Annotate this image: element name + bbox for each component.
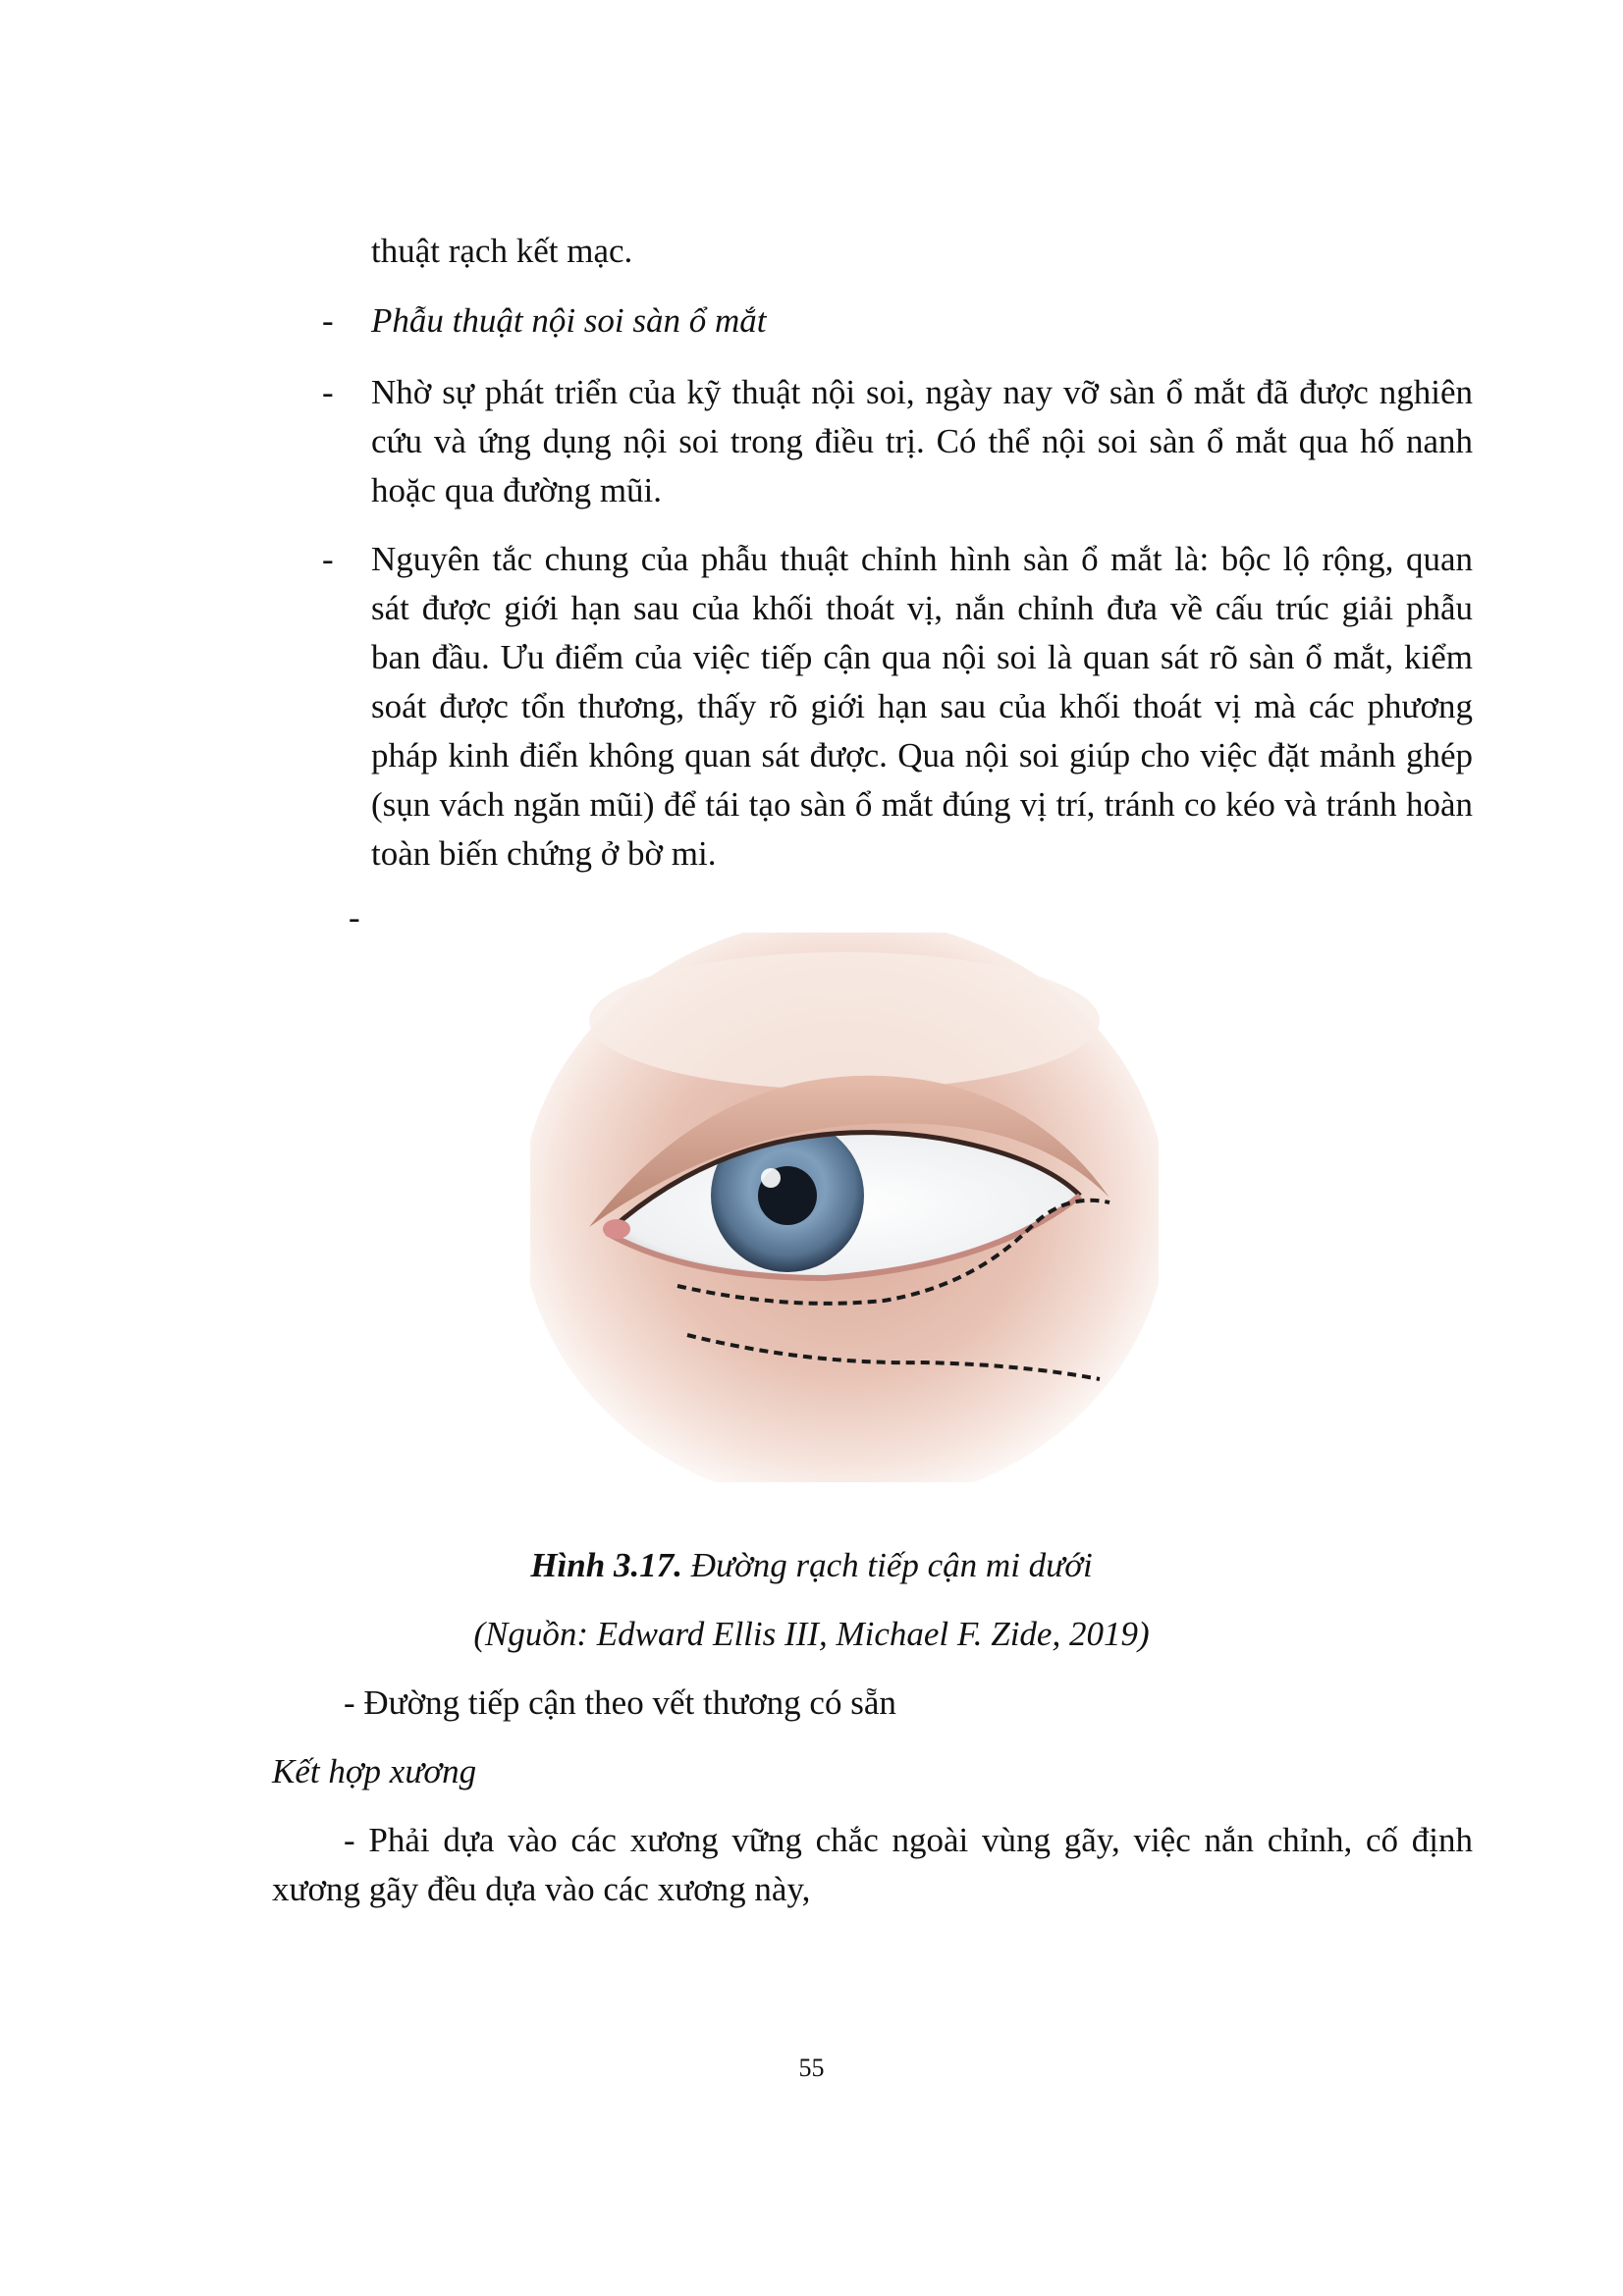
page-number: 55 — [798, 2054, 825, 2082]
paragraph-line: sát được giới hạn sau của khối thoát vị, nắn chỉnh đưa về cấu trúc giải phẫu — [371, 589, 1473, 627]
figure-caption-text: Đường rạch tiếp cận mi dưới — [681, 1546, 1093, 1584]
figure-source: (Nguồn: Edward Ellis III, Michael F. Zide, 2019) — [473, 1615, 1150, 1653]
paragraph-line: toàn biến chứng ở bờ mi. — [371, 834, 717, 873]
bullet-dash: - — [322, 373, 334, 411]
paragraph-line: ban đầu. Ưu điểm của việc tiếp cận qua nội soi là quan sát rõ sàn ổ mắt, kiểm — [371, 638, 1473, 676]
section-heading: Kết hợp xương — [272, 1752, 477, 1790]
paragraph-line: cứu và ứng dụng nội soi trong điều trị. Có thể nội soi sàn ổ mắt qua hố nanh — [371, 422, 1473, 460]
eye-illustration — [530, 933, 1159, 1482]
paragraph-line: Nhờ sự phát triển của kỹ thuật nội soi, ngày nay vỡ sàn ổ mắt đã được nghiên — [371, 373, 1473, 411]
bullet-dash: - — [322, 301, 334, 340]
figure-caption — [0, 1541, 1623, 1590]
paragraph-line: Nguyên tắc chung của phẫu thuật chỉnh hình sàn ổ mắt là: bộc lộ rộng, quan — [371, 540, 1473, 578]
paragraph-line: (sụn vách ngăn mũi) để tái tạo sàn ổ mắt đúng vị trí, tránh co kéo và tránh hoàn — [371, 785, 1473, 824]
subsection-title: Phẫu thuật nội soi sàn ổ mắt — [371, 301, 767, 340]
paragraph-line: xương gãy đều dựa vào các xương này, — [272, 1870, 811, 1908]
paragraph-line: - Đường tiếp cận theo vết thương có sẵn — [344, 1683, 896, 1722]
eye-illustration-icon — [530, 933, 1159, 1482]
paragraph-line: thuật rạch kết mạc. — [371, 232, 633, 270]
figure-label: Hình 3.17. — [530, 1546, 682, 1584]
paragraph-line: pháp kinh điển không quan sát được. Qua nội soi giúp cho việc đặt mảnh ghép — [371, 736, 1473, 774]
bullet-dash: - — [322, 540, 334, 578]
bullet-dash: - — [349, 898, 360, 936]
paragraph-line: hoặc qua đường mũi. — [371, 471, 663, 509]
paragraph-line: - Phải dựa vào các xương vững chắc ngoài vùng gãy, việc nắn chỉnh, cố định — [344, 1821, 1473, 1859]
paragraph-line: soát được tổn thương, thấy rõ giới hạn sau của khối thoát vị mà các phương — [371, 687, 1473, 725]
